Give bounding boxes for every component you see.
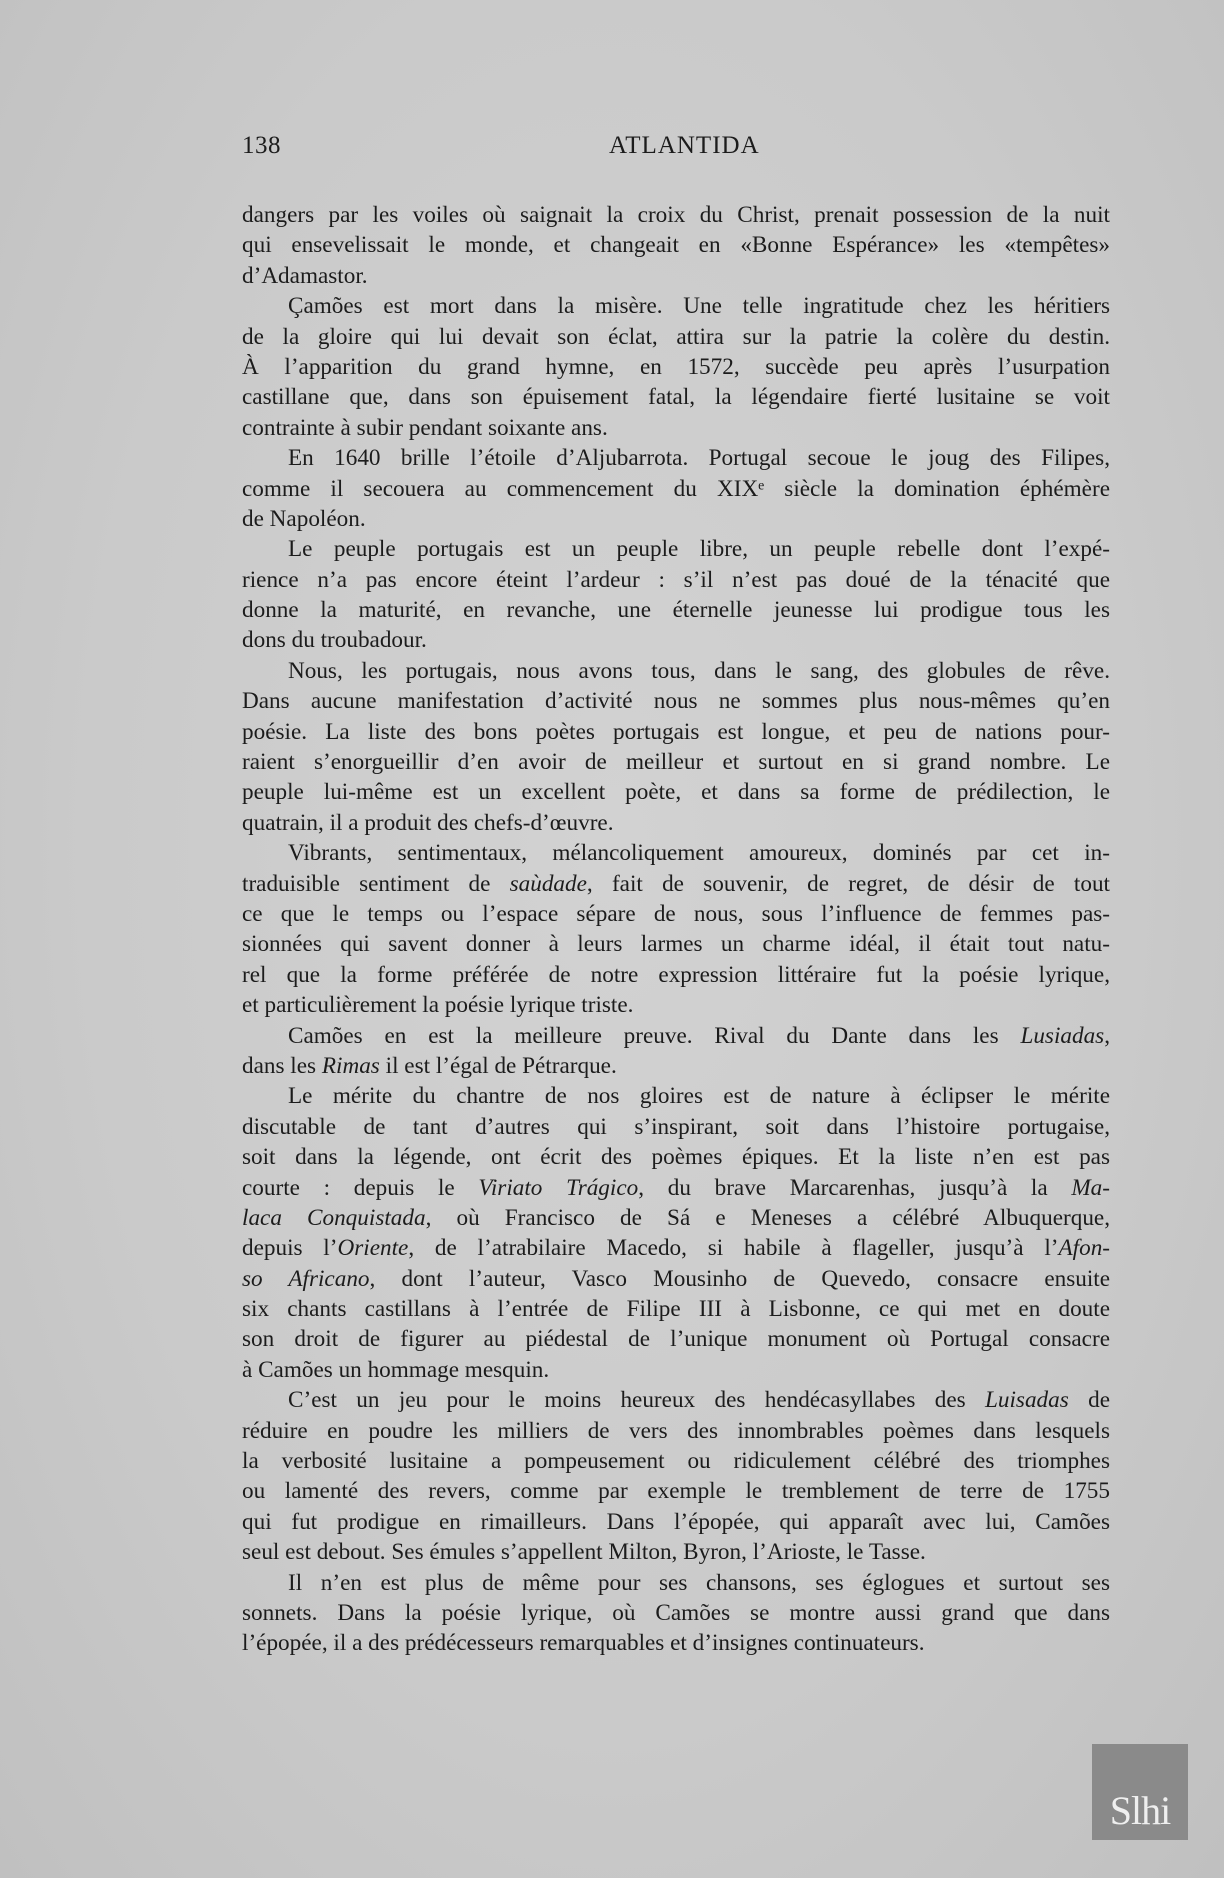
text-line (242, 1051, 1110, 1081)
text-run: depuis l’ (242, 1235, 338, 1262)
text-line: rel que la forme préférée de notre expression littéraire fut la poésie lyrique, (242, 961, 1110, 988)
text-line: Le peuple portugais est un peuple libre, un peuple rebelle dont l’expé- (288, 536, 1110, 563)
text-line: ou lamenté des revers, comme par exemple le tremblement de terre de 1755 (242, 1478, 1110, 1505)
italic-title: saùdade (509, 870, 587, 897)
text-line: réduire en poudre les milliers de vers des innombrables poèmes dans lesquels (242, 1417, 1110, 1444)
text-run: C’est un jeu pour le moins heureux des hendécasyllabes des (288, 1387, 985, 1414)
running-head (242, 132, 972, 168)
text-line: qui ensevelissait le monde, et changeait en «Bonne Espérance» les «tempêtes» (242, 232, 1110, 259)
text-run: , dont l’auteur, Vasco Mousinho de Quevedo, consacre ensuite (369, 1265, 1110, 1292)
italic-title: Viriato Trágico (478, 1174, 639, 1201)
text-line: discutable de tant d’autres qui s’inspirant, soit dans l’histoire portugaise, (242, 1113, 1110, 1140)
text-line: l’épopée, il a des prédécesseurs remarquables et d’insignes continuateurs. (242, 1630, 925, 1657)
text-line: seul est debout. Ses émules s’appellent Milton, Byron, l’Arioste, le Tasse. (242, 1539, 926, 1566)
text-run: courte : depuis le (242, 1174, 479, 1201)
text-line: Dans aucune manifestation d’activité nous ne sommes plus nous-mêmes qu’en (242, 688, 1110, 715)
text-line (242, 1203, 1110, 1233)
text-line: de la gloire qui lui devait son éclat, attira sur la patrie la colère du destin. (242, 323, 1110, 350)
text-line (242, 869, 1110, 899)
journal-title: ATLANTIDA (609, 132, 760, 159)
text-line: soit dans la légende, ont écrit des poèmes épiques. Et la liste n’en est pas (242, 1144, 1110, 1171)
italic-title: Afon- (1058, 1235, 1111, 1262)
text-line (242, 1233, 1110, 1263)
text-line: En 1640 brille l’étoile d’Aljubarrota. Portugal secoue le joug des Filipes, (288, 445, 1110, 472)
text-line: castillane que, dans son épuisement fatal, la légendaire fierté lusitaine se voit (242, 384, 1110, 411)
text-line: Le mérite du chantre de nos gloires est de nature à éclipser le mérite (288, 1083, 1110, 1110)
text-line: son droit de figurer au piédestal de l’unique monument où Portugal consacre (242, 1326, 1110, 1353)
text-line: peuple lui-même est un excellent poète, et dans sa forme de prédilection, le (242, 779, 1110, 806)
text-line: À l’apparition du grand hymne, en 1572, succède peu après l’usurpation (242, 353, 1110, 380)
text-run: Camões en est la meilleure preuve. Rival du Dante dans les (288, 1022, 1021, 1049)
text-line: poésie. La liste des bons poètes portugais est longue, et peu de nations pour- (242, 718, 1110, 745)
text-line (242, 1173, 1110, 1203)
text-run: , du brave Marcarenhas, jusqu’à la (638, 1174, 1072, 1201)
text-line: quatrain, il a produit des chefs-d’œuvre. (242, 809, 614, 836)
text-run: , où Francisco de Sá e Meneses a célébré Albuquerque, (425, 1204, 1111, 1231)
text-run: , (1104, 1022, 1110, 1049)
text-line: d’Adamastor. (242, 262, 368, 289)
text-line: ce que le temps ou l’espace sépare de nous, sous l’influence de femmes pas- (242, 900, 1110, 927)
library-logo-label: Slhi (1109, 1788, 1171, 1833)
body-text (242, 200, 1110, 1659)
text-run: il est l’égal de Pétrarque. (379, 1052, 617, 1079)
italic-title: Luisadas (985, 1387, 1069, 1414)
text-line (242, 1385, 1110, 1415)
text-line: de Napoléon. (242, 505, 366, 532)
text-line: comme il secouera au commencement du XIXᵉ siècle la domination éphémère (242, 475, 1110, 502)
text-line: Çamões est mort dans la misère. Une telle ingratitude chez les héritiers (288, 293, 1110, 320)
text-line: qui fut prodigue en rimailleurs. Dans l’épopée, qui apparaît avec lui, Camões (242, 1508, 1110, 1535)
text-line: Il n’en est plus de même pour ses chansons, ses églogues et surtout ses (288, 1569, 1110, 1596)
text-run: traduisible sentiment de (242, 870, 510, 897)
text-line: dangers par les voiles où saignait la croix du Christ, prenait possession de la nuit (242, 202, 1110, 228)
text-line: dons du troubadour. (242, 627, 427, 654)
italic-title: Lusiadas (1020, 1022, 1105, 1049)
text-run: dans les (242, 1052, 322, 1079)
italic-title: Oriente (337, 1235, 409, 1262)
page-number: 138 (242, 132, 281, 159)
text-line: six chants castillans à l’entrée de Filipe III à Lisbonne, ce qui met en doute (242, 1296, 1110, 1323)
text-line: rience n’a pas encore éteint l’ardeur : s’il n’est pas doué de la ténacité que (242, 566, 1110, 593)
text-line: raient s’enorgueillir d’en avoir de meilleur et surtout en si grand nombre. Le (242, 749, 1110, 776)
text-line (242, 1264, 1110, 1294)
italic-title: Ma- (1071, 1174, 1110, 1201)
text-line: à Camões un hommage mesquin. (242, 1356, 550, 1383)
italic-title: Rimas (321, 1052, 380, 1079)
text-line: Vibrants, sentimentaux, mélancoliquement amoureux, dominés par cet in- (288, 840, 1110, 867)
text-run: de (1068, 1387, 1110, 1414)
text-line: Nous, les portugais, nous avons tous, dans le sang, des globules de rêve. (288, 657, 1110, 684)
text-line: sionnées qui savent donner à leurs larmes un charme idéal, il était tout natu- (242, 931, 1110, 958)
text-run: , de l’atrabilaire Macedo, si habile à flageller, jusqu’à l’ (408, 1235, 1059, 1262)
text-line: sonnets. Dans la poésie lyrique, où Camões se montre aussi grand que dans (242, 1599, 1110, 1626)
text-line: contrainte à subir pendant soixante ans. (242, 414, 608, 441)
text-run: , fait de souvenir, de regret, de désir de tout (586, 870, 1110, 897)
text-line (242, 1021, 1110, 1051)
text-line: la verbosité lusitaine a pompeusement ou ridiculement célébré des triomphes (242, 1448, 1110, 1475)
text-line: donne la maturité, en revanche, une éternelle jeunesse lui prodigue tous les (242, 597, 1110, 624)
italic-title: so Africano (242, 1265, 370, 1292)
text-line: et particulièrement la poésie lyrique triste. (242, 992, 634, 1019)
italic-title: laca Conquistada (242, 1204, 426, 1231)
library-logo (1092, 1744, 1188, 1840)
